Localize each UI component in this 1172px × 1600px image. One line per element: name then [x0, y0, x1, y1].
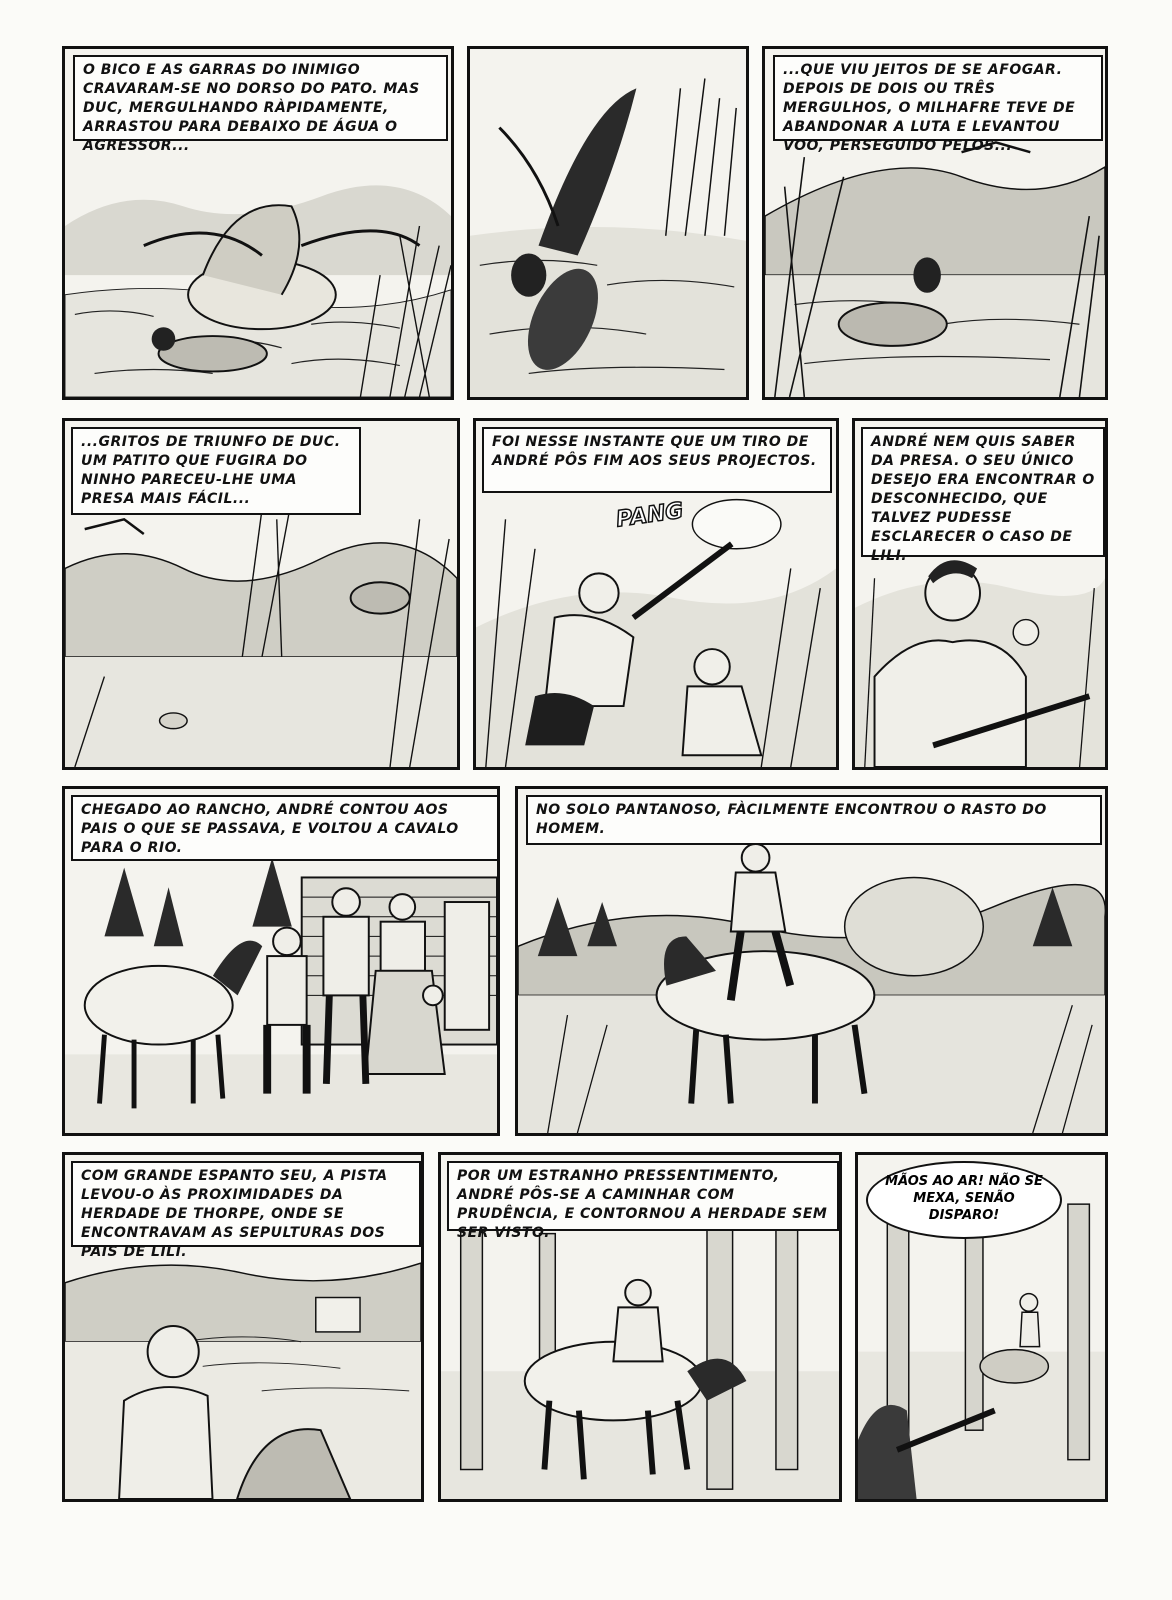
- panel-10: [438, 1152, 842, 1502]
- panel-7: [62, 786, 500, 1136]
- caption-p4: ...GRITOS DE TRIUNFO DE DUC. UM PATITO QUE FUGIRA DO NINHO PARECEU-LHE UMA PRESA MAIS FÁCIL...: [71, 427, 361, 515]
- panel-1: [62, 46, 454, 400]
- caption-p7: CHEGADO AO RANCHO, ANDRÉ CONTOU AOS PAIS O QUE SE PASSAVA, E VOLTOU A CAVALO PARA O RIO.: [71, 795, 499, 861]
- caption-p10: POR UM ESTRANHO PRESSENTIMENTO, ANDRÉ PÔS-SE A CAMINHAR COM PRUDÊNCIA, E CONTORNOU A HERDADE SEM SER VISTO.: [447, 1161, 839, 1231]
- panel-11: [855, 1152, 1108, 1502]
- caption-p1: O BICO E AS GARRAS DO INIMIGO CRAVARAM-SE NO DORSO DO PATO. MAS DUC, MERGULHANDO RÀPIDAMENTE, ARRASTOU PARA DEBAIXO DE ÁGUA O AGRESSOR...: [73, 55, 448, 141]
- panel-2: [467, 46, 749, 400]
- panel-8: [515, 786, 1108, 1136]
- panel-4: [62, 418, 460, 770]
- panel-9: [62, 1152, 424, 1502]
- speech-balloon-p11: MÃOS AO AR! NÃO SE MEXA, SENÃO DISPARO!: [866, 1161, 1062, 1239]
- caption-p6: ANDRÉ NEM QUIS SABER DA PRESA. O SEU ÚNICO DESEJO ERA ENCONTRAR O DESCONHECIDO, QUE TALVEZ PUDESSE ESCLARECER O CASO DE LILI.: [861, 427, 1105, 557]
- panel-5: [473, 418, 839, 770]
- panel-6: [852, 418, 1108, 770]
- caption-p3: ...QUE VIU JEITOS DE SE AFOGAR. DEPOIS DE DOIS OU TRÊS MERGULHOS, O MILHAFRE TEVE DE ABANDONAR A LUTA E LEVANTOU VOO, PERSEGUIDO PELOS...: [773, 55, 1103, 141]
- panel-2-art: [470, 49, 746, 397]
- caption-p5: FOI NESSE INSTANTE QUE UM TIRO DE ANDRÉ PÔS FIM AOS SEUS PROJECTOS.: [482, 427, 832, 493]
- sfx-pang: PANG: [614, 498, 686, 533]
- panel-3: [762, 46, 1108, 400]
- caption-p9: COM GRANDE ESPANTO SEU, A PISTA LEVOU-O ÀS PROXIMIDADES DA HERDADE DE THORPE, ONDE SE ENCONTRAVAM AS SEPULTURAS DOS PAIS DE LILI.: [71, 1161, 421, 1247]
- caption-p8: NO SOLO PANTANOSO, FÀCILMENTE ENCONTROU O RASTO DO HOMEM.: [526, 795, 1102, 845]
